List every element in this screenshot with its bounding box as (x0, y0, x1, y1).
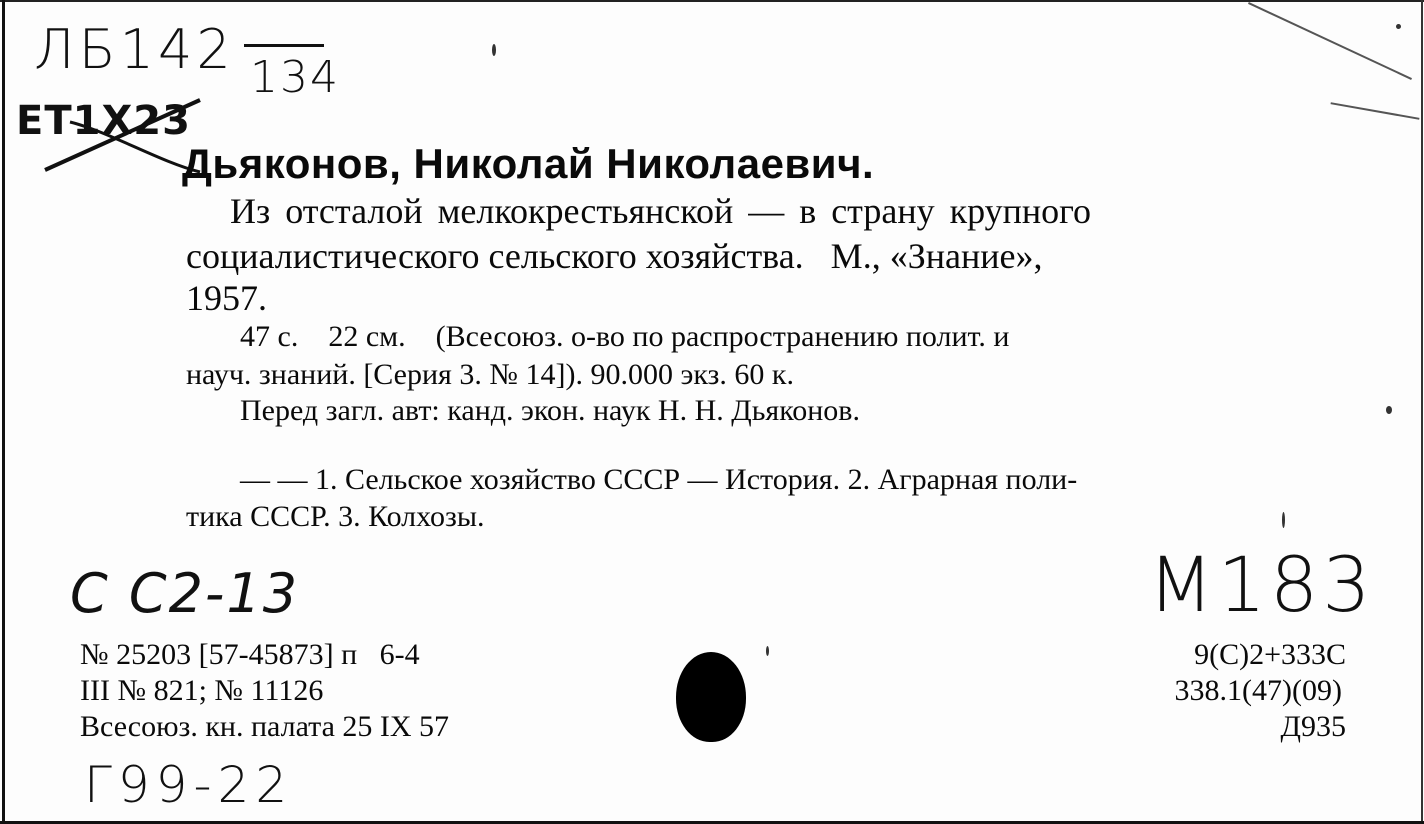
footer-left-line-3: Всесоюз. кн. палата 25 IX 57 (80, 710, 450, 743)
handwritten-left-code: С С2-13 (70, 562, 300, 625)
description-line-2: науч. знаний. [Серия 3. № 14]). 90.000 экз. 60 к. (186, 358, 794, 391)
scan-speck (766, 646, 769, 656)
footer-left-line-2: III № 821; № 11126 (80, 674, 324, 707)
author-note-line: Перед загл. авт: канд. экон. наук Н. Н. Дьяконов. (240, 394, 860, 427)
card-border-right (1421, 0, 1423, 824)
title-line-1: Из отсталой мелкокрестьянской — в страну крупного (230, 191, 1092, 231)
handwritten-bottom-code: Г99-22 (84, 756, 294, 814)
scan-speck (1282, 512, 1285, 528)
scan-speck (492, 44, 496, 56)
author-mark: Д935 (1280, 710, 1346, 743)
card-border-left (2, 0, 5, 824)
footer-left-line-1: № 25203 [57-45873] п 6-4 (80, 638, 420, 671)
scan-scratch (1331, 102, 1420, 120)
handwritten-call-number: ЛБ142 (34, 18, 235, 81)
title-line-3: 1957. (186, 278, 267, 318)
scan-speck (1396, 24, 1401, 29)
subjects-line-2: тика СССР. 3. Колхозы. (186, 500, 485, 533)
title-line-2: социалистического сельского хозяйства. М., «Знание», (186, 236, 1043, 276)
card-punch-hole (676, 652, 746, 742)
handwritten-call-number-fraction: 134 (250, 52, 340, 103)
scan-speck (1386, 406, 1392, 414)
author-heading: Дьяконов, Николай Николаевич. (182, 140, 875, 187)
card-border-top (0, 0, 1424, 2)
handwritten-crossed-out-code: ЕТ1Х23 (16, 98, 191, 144)
description-line-1: 47 с. 22 см. (Всесоюз. о-во по распространению полит. и (240, 320, 1010, 353)
subjects-line-1: — — 1. Сельское хозяйство СССР — История. 2. Аграрная поли- (240, 463, 1078, 496)
classification-code-1: 9(С)2+333С (1194, 638, 1346, 671)
classification-code-2: 338.1(47)(09) (1174, 674, 1342, 707)
handwritten-right-code: M183 (1148, 540, 1375, 629)
scan-scratch (1248, 2, 1412, 80)
handwritten-fraction-bar (244, 44, 324, 47)
